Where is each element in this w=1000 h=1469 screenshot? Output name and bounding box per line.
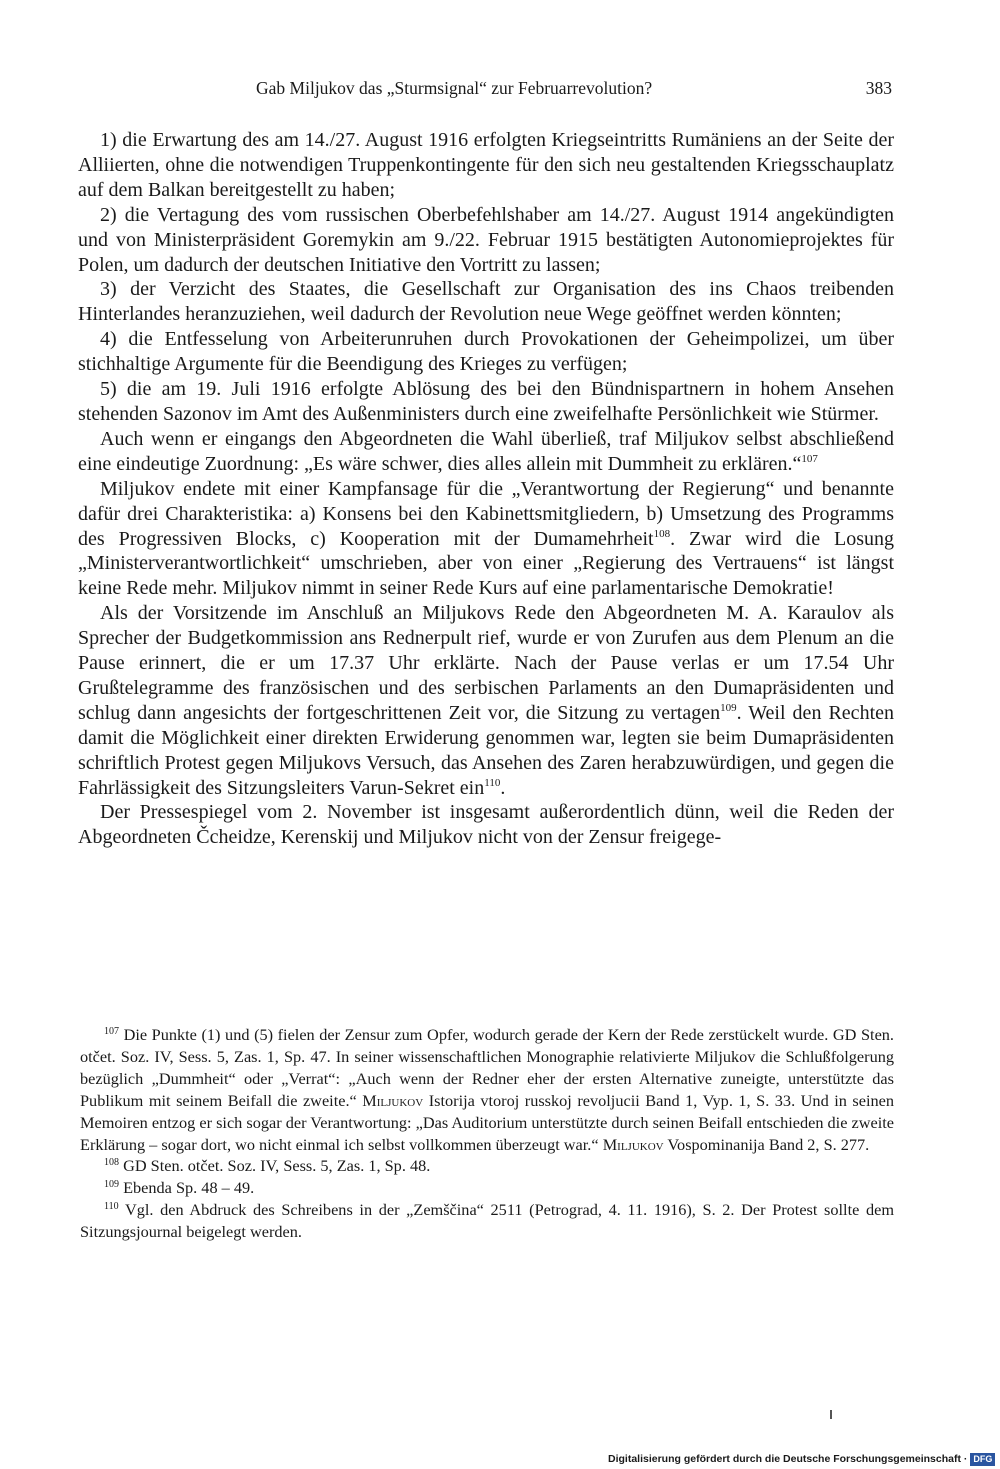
- paragraph-9: Der Pressespiegel vom 2. November ist insgesamt außerordentlich dünn, weil die Reden der Abgeordneten Čcheidze, Kerenskij und Miljukov nicht von der Zensur freigege-: [78, 801, 894, 849]
- footnote-107: [80, 1024, 894, 1155]
- paragraph-8: [78, 601, 894, 800]
- running-title: Gab Miljukov das „Sturmsignal“ zur Februarrevolution?: [256, 78, 653, 98]
- credit-text: Digitalisierung gefördert durch die Deutsche Forschungsgemeinschaft ·: [608, 1453, 968, 1465]
- scan-mark: [830, 1410, 832, 1419]
- digitization-credit: [608, 1453, 1000, 1469]
- footnote-109-text: Ebenda Sp. 48 – 49.: [123, 1178, 255, 1198]
- footnote-number: 110: [104, 1201, 119, 1213]
- footnote-107-text-b: Istorija vtoroj russkoj revoljucii Band 1, Vyp. 1, S. 33. Und in seinen Memoiren entzog er sich sogar der Verantwortung: „Das Auditorium unterstützte durch seinen Beifall entschieden die zweite Erklärung – sogar dort, wo nicht einmal ich selbst vollkommen überzeugt war.“: [80, 1090, 895, 1154]
- paragraph-8-text-b: . Weil den Rechten damit die Möglichkeit einer direkten Erwiderung genommen war, legten sie beim Dumapräsidenten schriftlich Protest gegen Miljukovs Versuch, das Ansehen des Zaren herabzuwürdigen, und gegen die Fahrlässigkeit des Sitzungsleiters Varun-Sekret ein: [78, 701, 894, 799]
- footnotes: [80, 1024, 894, 1243]
- footnote-107-author: Miljukov: [362, 1090, 424, 1110]
- paragraph-6-text: Auch wenn er eingangs den Abgeordneten die Wahl überließ, traf Miljukov selbst abschließend eine eindeutige Zuordnung: „Es wäre schwer, dies alles allein mit Dummheit zu erklären.“: [78, 427, 894, 475]
- footnote-107-author-2: Miljukov: [602, 1134, 664, 1154]
- footnote-ref-110[interactable]: 110: [484, 776, 501, 789]
- footnote-110-text: Vgl. den Abdruck des Schreibens in der „Zemščina“ 2511 (Petrograd, 4. 11. 1916), S. 2. Der Protest sollte dem Sitzungsjournal beigelegt werden.: [80, 1200, 895, 1242]
- footnote-number: 109: [104, 1179, 119, 1191]
- footnote-ref-107[interactable]: 107: [801, 452, 818, 465]
- paragraph-5: 5) die am 19. Juli 1916 erfolgte Ablösung des bei den Bündnispartnern in hohem Ansehen stehenden Sazonov im Amt des Außenministers durch eine zweifelhafte Persönlichkeit wie Stürmer.: [78, 378, 894, 425]
- footnote-number: 107: [104, 1026, 119, 1037]
- paragraph-3: 3) der Verzicht des Staates, die Gesellschaft zur Organisation des ins Chaos treibenden Hinterlandes heranzuziehen, weil dadurch der Revolution neue Wege geöffnet werden könnten;: [78, 278, 894, 326]
- footnote-ref-108[interactable]: 108: [653, 527, 671, 540]
- footnote-107-text-c: Vospominanija Band 2, S. 277.: [667, 1134, 870, 1154]
- footnote-number: 108: [104, 1157, 119, 1169]
- paragraph-7-text-a: Miljukov endete mit einer Kampfansage für die „Verantwortung der Regierung“ und benannte dafür drei Charakteristika: a) Konsens bei den Kabinettsmitgliedern, b) Umsetzung des Programms des Progressiven Blocks, c) Kooperation mit der Dumamehrheit: [78, 477, 894, 550]
- paragraph-2: 2) die Vertagung des vom russischen Oberbefehlshaber am 14./27. August 1914 angekündigten und von Ministerpräsident Goremykin am 9./22. Februar 1915 bestätigten Autonomieprojektes für Polen, um dadurch der deutschen Initiative den Vortritt zu lassen;: [78, 203, 894, 276]
- page-number: 383: [865, 78, 892, 98]
- footnote-108-text: GD Sten. otčet. Soz. IV, Sess. 5, Zas. 1, Sp. 48.: [123, 1156, 431, 1176]
- dfg-logo: DFG: [970, 1453, 995, 1466]
- paragraph-4: 4) die Entfesselung von Arbeiterunruhen durch Provokationen der Geheimpolizei, um über stichhaltige Argumente für die Beendigung des Krieges zu verfügen;: [78, 328, 894, 376]
- footnote-109: [80, 1177, 894, 1199]
- running-header: [80, 78, 892, 104]
- paragraph-1: 1) die Erwartung des am 14./27. August 1916 erfolgten Kriegseintritts Rumäniens an der Seite der Alliierten, ohne die notwendigen Truppenkontingente für den sich neu gestaltenden Kriegsschauplatz auf dem Balkan bereitgestellt zu haben;: [78, 129, 894, 201]
- footnote-110: [80, 1199, 894, 1243]
- footnote-107-text-a: Die Punkte (1) und (5) fielen der Zensur zum Opfer, wodurch gerade der Kern der Rede zerstückelt wurde. GD Sten. otčet. Soz. IV, Sess. 5, Zas. 1, Sp. 47. In seiner wissenschaftlichen Monographie relativierte Miljukov die Schlußfolgerung bezüglich „Dummheit“ oder „Verrat“: „Auch wenn der Redner eher der ersten Alternative zuneigte, unterstützte das Publikum mit seinem Beifall die zweite.“: [80, 1025, 895, 1110]
- paragraph-8-text-a: Als der Vorsitzende im Anschluß an Miljukovs Rede den Abgeordneten M. A. Karaulov als Sprecher der Budgetkommission ans Rednerpult rief, wurde er von Zurufen aus dem Plenum an die Pause erinnert, die er um 17.37 Uhr erklärte. Nach der Pause verlas er um 17.54 Uhr Grußtelegramme des französischen und des serbischen Parlaments an den Dumapräsidenten und schlug dann angesichts der fortgeschrittenen Zeit vor, die Sitzung zu vertagen: [78, 602, 894, 724]
- paragraph-7-text-b: . Zwar wird die Losung „Ministerverantwortlichkeit“ umschrieben, aber von einer „Regierung des Vertrauens“ ist längst keine Rede mehr. Miljukov nimmt in seiner Rede Kurs auf eine parlamentarische Demokratie!: [78, 527, 894, 600]
- paragraph-7: [78, 477, 894, 602]
- main-text: [78, 128, 894, 850]
- paragraph-8-text-c: .: [500, 776, 506, 799]
- footnote-ref-109[interactable]: 109: [720, 701, 737, 714]
- paragraph-6: [78, 427, 894, 477]
- footnote-108: [80, 1155, 894, 1177]
